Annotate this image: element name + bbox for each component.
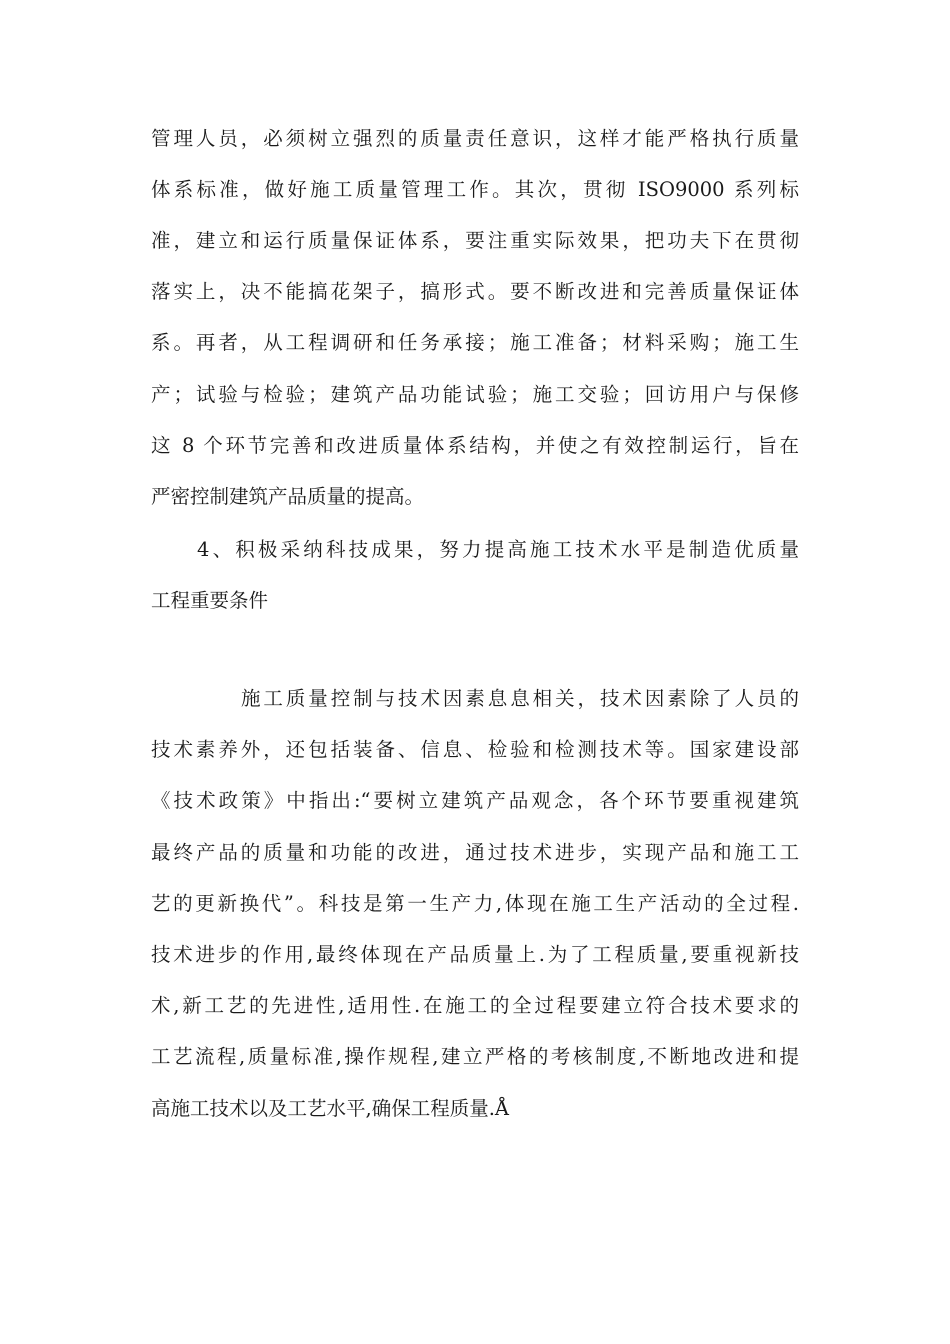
- text-line: 最终产品的质量和功能的改进，通过技术进步，实现产品和施工工: [151, 841, 799, 864]
- text-line: 技术素养外，还包括装备、信息、检验和检测技术等。国家建设部: [151, 738, 799, 761]
- text-line: 艺的更新换代”。科技是第一生产力,体现在施工生产活动的全过程.: [151, 892, 799, 915]
- text-line: 准，建立和运行质量保证体系，要注重实际效果，把功夫下在贯彻: [151, 229, 799, 252]
- text-line: 施工质量控制与技术因素息息相关，技术因素除了人员的: [241, 687, 799, 710]
- text-line: 工艺流程,质量标准,操作规程,建立严格的考核制度,不断地改进和提: [151, 1045, 799, 1068]
- text-line: 这 8 个环节完善和改进质量体系结构，并使之有效控制运行，旨在: [151, 434, 799, 457]
- text-line: 体系标准，做好施工质量管理工作。其次，贯彻 ISO9000 系列标: [151, 178, 799, 201]
- text-line: 落实上，决不能搞花架子，搞形式。要不断改进和完善质量保证体: [151, 280, 799, 303]
- text-line: 《技术政策》中指出:“要树立建筑产品观念，各个环节要重视建筑: [151, 789, 799, 812]
- heading-line: 工程重要条件: [151, 589, 269, 612]
- text-line: 高施工技术以及工艺水平,确保工程质量.Å: [151, 1097, 509, 1120]
- text-line: 系。再者，从工程调研和任务承接；施工准备；材料采购；施工生: [151, 331, 799, 354]
- text-line: 严密控制建筑产品质量的提高。: [151, 485, 425, 508]
- text-line: 技术进步的作用,最终体现在产品质量上.为了工程质量,要重视新技: [151, 943, 799, 966]
- text-line: 术,新工艺的先进性,适用性.在施工的全过程要建立符合技术要求的: [151, 994, 799, 1017]
- text-line: 管理人员，必须树立强烈的质量责任意识，这样才能严格执行质量: [151, 127, 799, 150]
- text-line: 产；试验与检验；建筑产品功能试验；施工交验；回访用户与保修: [151, 383, 799, 406]
- heading-line: 4、积极采纳科技成果，努力提高施工技术水平是制造优质量: [197, 538, 799, 561]
